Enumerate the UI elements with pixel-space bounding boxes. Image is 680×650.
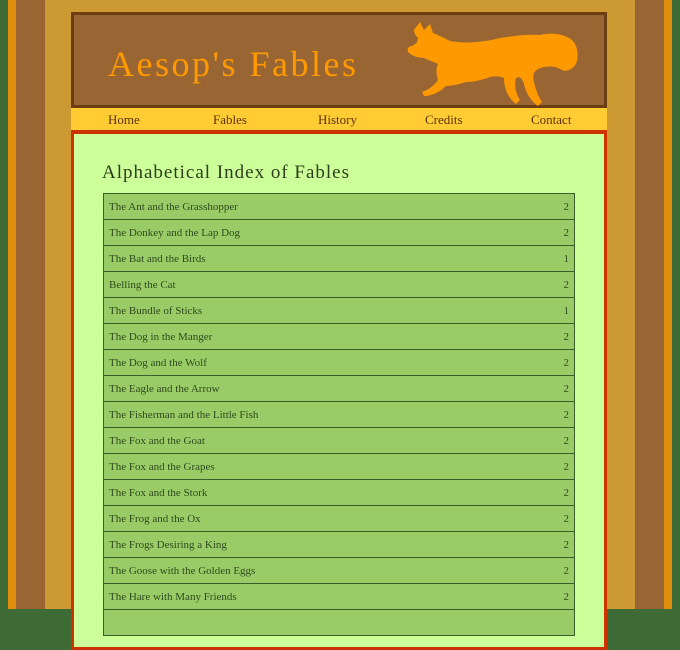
fable-title[interactable]: The Frogs Desiring a King [104, 532, 532, 558]
fable-title[interactable]: The Dog and the Wolf [104, 350, 532, 376]
fable-version-count: 2 [532, 506, 575, 532]
main-nav [71, 108, 607, 130]
fable-version-count: 2 [532, 324, 575, 350]
fable-version-count: 2 [532, 428, 575, 454]
fable-index-table [103, 193, 575, 636]
fable-title[interactable]: The Fox and the Grapes [104, 454, 532, 480]
fable-title[interactable]: The Dog in the Manger [104, 324, 532, 350]
table-row[interactable] [104, 506, 575, 532]
table-row[interactable] [104, 298, 575, 324]
fable-version-count: 2 [532, 402, 575, 428]
fable-title[interactable]: The Ant and the Grasshopper [104, 194, 532, 220]
table-row[interactable] [104, 272, 575, 298]
fable-version-count: 2 [532, 480, 575, 506]
page-wrapper [71, 12, 607, 632]
fable-version-count: 2 [532, 350, 575, 376]
fable-version-count [532, 610, 575, 636]
fable-version-count: 2 [532, 558, 575, 584]
leaping-fox-icon [406, 20, 581, 108]
fable-version-count: 2 [532, 376, 575, 402]
fable-title[interactable]: The Frog and the Ox [104, 506, 532, 532]
main-content [71, 130, 607, 650]
table-row[interactable] [104, 246, 575, 272]
fable-title[interactable]: The Goose with the Golden Eggs [104, 558, 532, 584]
table-row[interactable] [104, 454, 575, 480]
table-row[interactable] [104, 350, 575, 376]
site-header [71, 12, 607, 108]
nav-contact[interactable]: Contact [531, 112, 572, 127]
table-row[interactable] [104, 610, 575, 636]
fable-version-count: 2 [532, 532, 575, 558]
fable-title[interactable]: The Hare with Many Friends [104, 584, 532, 610]
table-row[interactable] [104, 376, 575, 402]
table-row[interactable] [104, 532, 575, 558]
fable-version-count: 1 [532, 246, 575, 272]
fable-version-count: 2 [532, 454, 575, 480]
table-row[interactable] [104, 558, 575, 584]
site-title: Aesop's Fables [108, 44, 359, 84]
fable-title[interactable]: The Eagle and the Arrow [104, 376, 532, 402]
fable-version-count: 1 [532, 298, 575, 324]
table-row[interactable] [104, 402, 575, 428]
table-row[interactable] [104, 480, 575, 506]
nav-home[interactable]: Home [108, 112, 140, 127]
page-title: Alphabetical Index of Fables [102, 162, 351, 183]
fable-title[interactable]: The Fisherman and the Little Fish [104, 402, 532, 428]
fable-title[interactable]: The Fox and the Stork [104, 480, 532, 506]
fable-version-count: 2 [532, 272, 575, 298]
fable-title[interactable]: The Bat and the Birds [104, 246, 532, 272]
nav-history[interactable]: History [318, 112, 357, 127]
fable-title[interactable]: The Fox and the Goat [104, 428, 532, 454]
table-row[interactable] [104, 584, 575, 610]
table-row[interactable] [104, 194, 575, 220]
table-row[interactable] [104, 428, 575, 454]
fable-version-count: 2 [532, 220, 575, 246]
table-row[interactable] [104, 220, 575, 246]
nav-credits[interactable]: Credits [425, 112, 463, 127]
fable-title[interactable]: The Donkey and the Lap Dog [104, 220, 532, 246]
table-row[interactable] [104, 324, 575, 350]
nav-fables[interactable]: Fables [213, 112, 247, 127]
fable-version-count: 2 [532, 584, 575, 610]
fable-title[interactable]: Belling the Cat [104, 272, 532, 298]
fable-title[interactable] [104, 610, 532, 636]
fable-title[interactable]: The Bundle of Sticks [104, 298, 532, 324]
fable-version-count: 2 [532, 194, 575, 220]
